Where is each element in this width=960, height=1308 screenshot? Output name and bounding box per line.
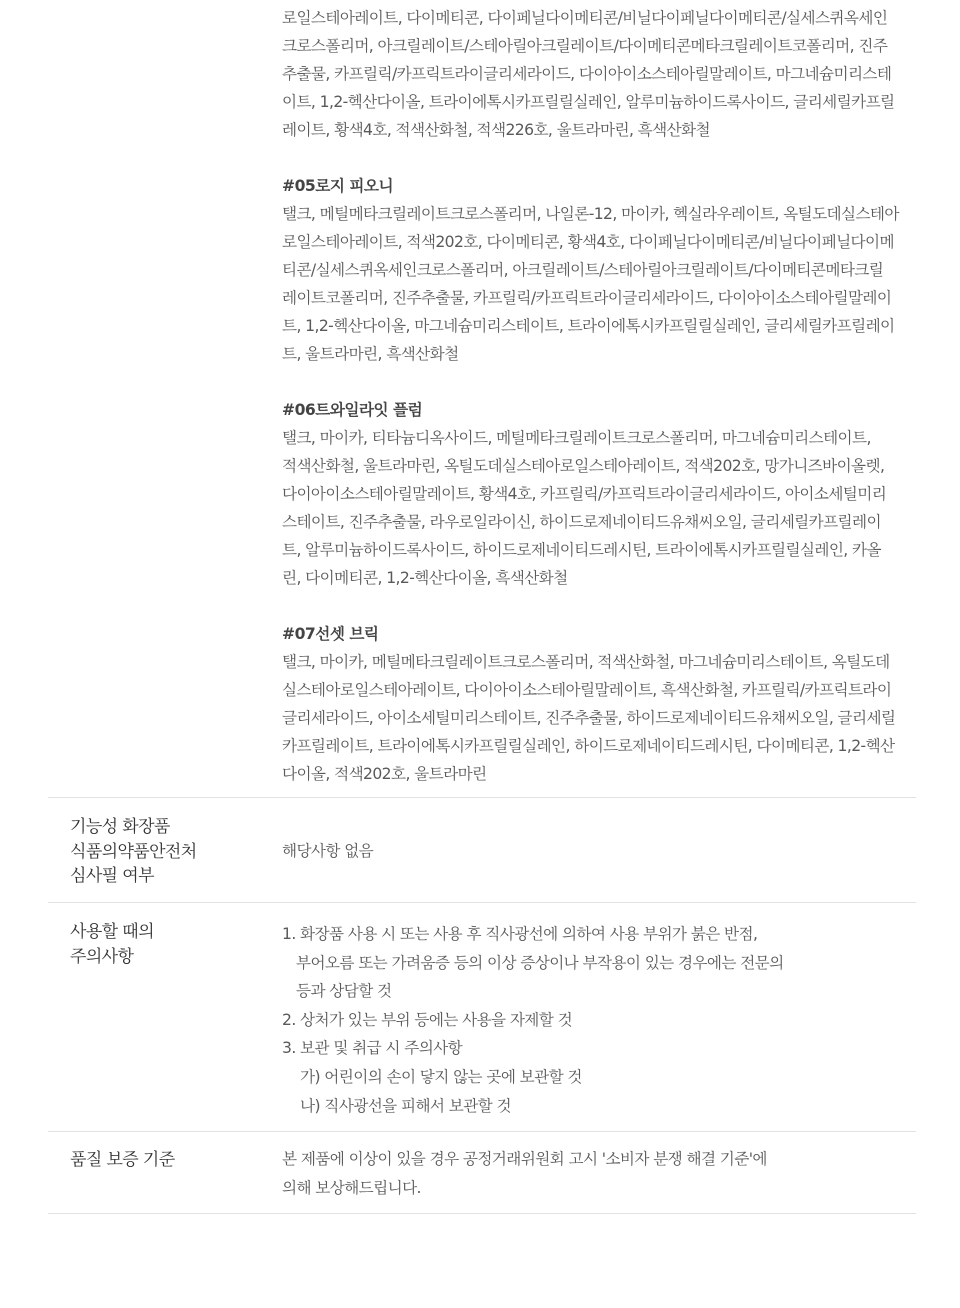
row-divider — [48, 902, 916, 903]
row-divider — [48, 1131, 916, 1132]
caution-line: 나) 직사광선을 피해서 보관할 것 — [300, 1096, 511, 1115]
shade-ingredients-07: 탤크, 마이카, 메틸메타크릴레이트크로스폴리머, 적색산화철, 마그네슘미리스테이트, 옥틸도데 실스테아로일스테아레이트, 다이아이소스테아릴말레이트, 흑색산화철, 카프릴릭/카프릭트라이 글리세라이드, 아이소세틸미리스테이트, 진주추출물, 하이드로제네이티드유채씨오일, 글리세릴 카프릴레이트, 트라이에톡시카프릴릴실레인, 하이드로제네이티드레시틴, 다이메티콘, 1,2-헥산 다이올, 적색202호, 울트라마린 — [282, 653, 896, 783]
shade-title-07: #07선셋 브릭 — [282, 625, 379, 643]
caution-line: 가) 어린이의 손이 닿지 않는 곳에 보관할 것 — [300, 1067, 582, 1086]
caution-line: 3. 보관 및 취급 시 주의사항 — [282, 1039, 463, 1058]
caution-line: 부어오름 또는 가려움증 등의 이상 증상이나 부작용이 있는 경우에는 전문의 — [296, 953, 784, 972]
ingredients-section — [282, 4, 922, 788]
shade-ingredients-06: 탤크, 마이카, 티타늄디옥사이드, 메틸메타크릴레이트크로스폴리머, 마그네슘미리스테이트, 적색산화철, 울트라마린, 옥틸도데실스테아로일스테아레이트, 적색202호, 망가니즈바이올렛, 다이아이소스테아릴말레이트, 황색4호, 카프릴릭/카프릭트라이글리세라이드, 아이소세틸미리 스테이트, 진주추출물, 라우로일라이신, 하이드로제네이티드유채씨오일, 글리세릴카프릴레이 트, 알루미늄하이드록사이드, 하이드로제네이티드레시틴, 트라이에톡시카프릴릴실레인, 카올 린, 다이메티콘, 1,2-헥산다이올, 흑색산화철 — [282, 429, 887, 587]
quality-line: 의해 보상해드립니다. — [282, 1178, 421, 1197]
caution-line: 1. 화장품 사용 시 또는 사용 후 직사광선에 의하여 사용 부위가 붉은 반점, — [282, 925, 758, 943]
row-divider — [48, 797, 916, 798]
quality-guarantee-value — [282, 1145, 882, 1202]
functional-cosmetic-value: 해당사항 없음 — [282, 842, 374, 860]
caution-line: 2. 상처가 있는 부위 등에는 사용을 자제할 것 — [282, 1010, 573, 1029]
row-divider — [48, 1213, 916, 1214]
quality-line: 본 제품에 이상이 있을 경우 공정거래위원회 고시 '소비자 분쟁 해결 기준'에 — [282, 1150, 767, 1168]
shade-title-05: #05로지 피오니 — [282, 177, 394, 195]
ingredients-text: 로일스테아레이트, 다이메티콘, 다이페닐다이메티콘/비닐다이페닐다이메티콘/실세스퀴옥세인 크로스폴리머, 아크릴레이트/스테아릴아크릴레이트/다이메티콘메타크릴레이트코폴리머, 진주 추출물, 카프릴릭/카프릭트라이글리세라이드, 다이아이소스테아릴말레이트, 마그네슘미리스테 이트, 1,2-헥산다이올, 트라이에톡시카프릴릴실레인, 알루미늄하이드록사이드, 글리세릴카프릴 레이트, 황색4호, 적색산화철, 적색226호, 울트라마린, 흑색산화철 — [282, 9, 895, 139]
caution-value — [282, 920, 882, 1120]
caution-label: 사용할 때의 주의사항 — [70, 922, 154, 967]
shade-ingredients-05: 탤크, 메틸메타크릴레이트크로스폴리머, 나일론-12, 마이카, 헥실라우레이트, 옥틸도데실스테아 로일스테아레이트, 적색202호, 다이메티콘, 황색4호, 다이페닐다이메티콘/비닐다이페닐다이메 티콘/실세스퀴옥세인크로스폴리머, 아크릴레이트/스테아릴아크릴레이트/다이메티콘메타크릴 레이트코폴리머, 진주추출물, 카프릴릭/카프릭트라이글리세라이드, 다이아이소스테아릴말레이 트, 1,2-헥산다이올, 마그네슘미리스테이트, 트라이에톡시카프릴릴실레인, 글리세릴카프릴레이 트, 울트라마린, 흑색산화철 — [282, 205, 899, 363]
functional-cosmetic-label: 기능성 화장품 식품의약품안전처 심사필 여부 — [70, 817, 197, 886]
quality-guarantee-label: 품질 보증 기준 — [70, 1150, 175, 1170]
caution-line: 등과 상담할 것 — [296, 982, 392, 1001]
shade-title-06: #06트와일라잇 플럼 — [282, 401, 423, 419]
